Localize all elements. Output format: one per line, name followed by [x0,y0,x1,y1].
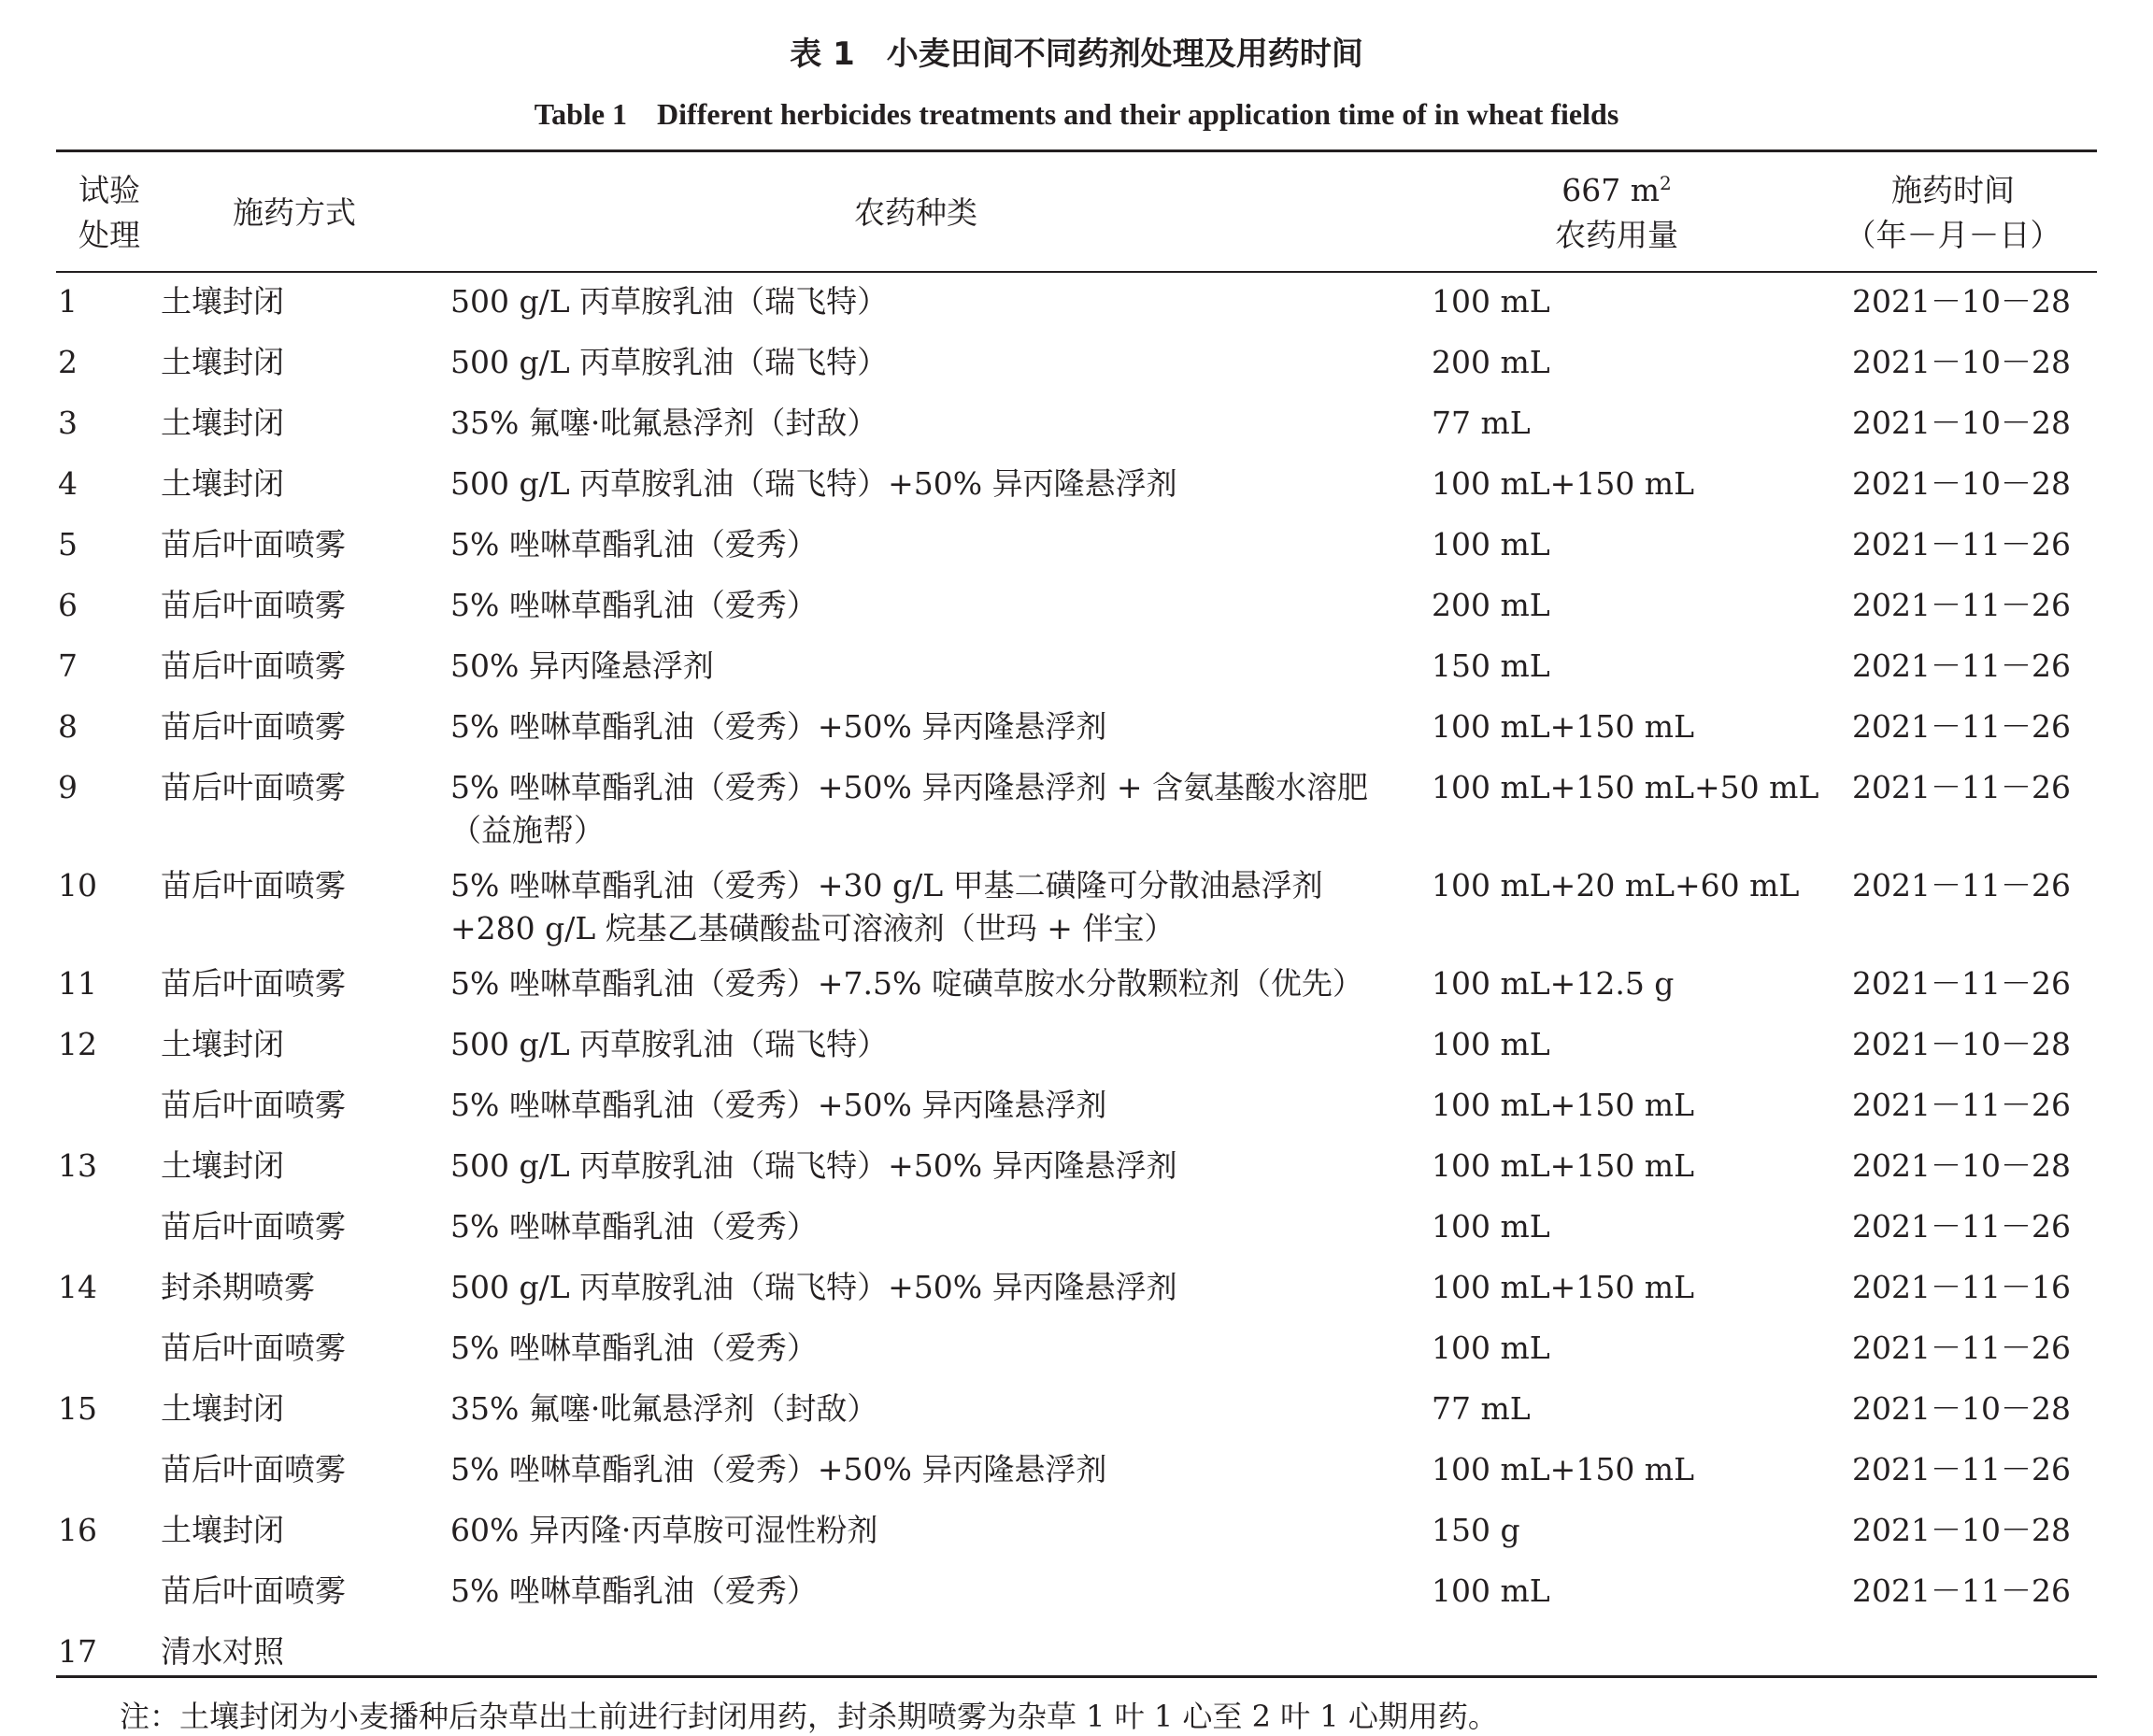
cell-treatment-id: 1 [58,283,78,320]
table-row [0,1205,2153,1266]
cell-method: 苗后叶面喷雾 [161,708,346,745]
cell-method: 苗后叶面喷雾 [161,587,346,623]
cell-treatment-id: 17 [58,1633,97,1670]
cell-treatment-id: 14 [58,1269,97,1305]
cell-product: 5% 唑啉草酯乳油（爱秀）+50% 异丙隆悬浮剂 + 含氨基酸水溶肥（益施帮） [450,769,1368,848]
cell-date: 2021－11－26 [1852,1208,2071,1245]
cell-method: 苗后叶面喷雾 [161,965,346,1002]
cell-method: 土壤封闭 [161,1390,284,1427]
header-date-line2: （年－月－日） [1845,217,2061,253]
table-row [0,1509,2153,1570]
cell-date: 2021－11－26 [1852,1451,2071,1487]
cell-product: 5% 唑啉草酯乳油（爱秀） [450,526,818,562]
cell-treatment-id: 8 [58,708,78,745]
cell-treatment-id: 3 [58,405,78,441]
table-row [0,523,2153,584]
table-row [0,1327,2153,1387]
cell-method: 苗后叶面喷雾 [161,1330,346,1366]
cell-date: 2021－10－28 [1852,1147,2071,1184]
cell-date: 2021－11－26 [1852,965,2071,1002]
cell-dose: 100 mL [1432,283,1550,320]
table-row [0,864,2153,962]
cell-treatment-id: 16 [58,1512,97,1548]
header-date-line1: 施药时间 [1891,172,2015,208]
cell-treatment-id: 4 [58,465,78,502]
cell-dose: 100 mL+12.5 g [1432,965,1675,1002]
table-footnote: 注：土壤封闭为小麦播种后杂草出土前进行封闭用药，封杀期喷雾为杂草 1 叶 1 心至 2 叶 1 心期用药。 [120,1699,1498,1734]
cell-dose: 100 mL+150 mL [1432,1451,1695,1487]
table-row [0,705,2153,766]
cell-treatment-id: 10 [58,867,97,904]
cell-dose: 200 mL [1432,344,1550,380]
cell-dose: 100 mL [1432,526,1550,562]
header-dose-line2: 农药用量 [1555,217,1678,253]
table-row [0,462,2153,523]
cell-product: 5% 唑啉草酯乳油（爱秀）+30 g/L 甲基二磺隆可分散油悬浮剂 +280 g/L 烷基乙基磺酸盐可溶液剂（世玛 + 伴宝） [450,867,1323,946]
table-top-rule [56,149,2097,152]
cell-dose: 100 mL [1432,1572,1550,1609]
cell-product: 500 g/L 丙草胺乳油（瑞飞特） [450,344,889,380]
cell-date: 2021－11－26 [1852,587,2071,623]
cell-date: 2021－10－28 [1852,283,2071,320]
cell-method: 苗后叶面喷雾 [161,867,346,904]
cell-dose: 100 mL+150 mL [1432,1087,1695,1123]
cell-product: 50% 异丙隆悬浮剂 [450,647,714,684]
cell-date: 2021－10－28 [1852,465,2071,502]
cell-treatment-id: 13 [58,1147,97,1184]
cell-treatment-id: 2 [58,344,78,380]
cell-product: 5% 唑啉草酯乳油（爱秀）+50% 异丙隆悬浮剂 [450,708,1107,745]
cell-treatment-id: 15 [58,1390,97,1427]
cell-treatment-id: 7 [58,647,78,684]
cell-method: 封杀期喷雾 [161,1269,315,1305]
cell-date: 2021－10－28 [1852,1512,2071,1548]
cell-product: 5% 唑啉草酯乳油（爱秀） [450,1572,818,1609]
table-row [0,962,2153,1023]
cell-date: 2021－11－26 [1852,1572,2071,1609]
cell-product: 500 g/L 丙草胺乳油（瑞飞特）+50% 异丙隆悬浮剂 [450,1269,1177,1305]
cell-date: 2021－10－28 [1852,405,2071,441]
table-row [0,1023,2153,1084]
cell-method: 苗后叶面喷雾 [161,1087,346,1123]
header-treatment [58,168,161,258]
cell-method: 苗后叶面喷雾 [161,647,346,684]
cell-product: 5% 唑啉草酯乳油（爱秀） [450,587,818,623]
header-method: 施药方式 [233,194,356,231]
cell-date: 2021－10－28 [1852,1390,2071,1427]
cell-product: 500 g/L 丙草胺乳油（瑞飞特）+50% 异丙隆悬浮剂 [450,1147,1177,1184]
cell-product: 5% 唑啉草酯乳油（爱秀）+7.5% 啶磺草胺水分散颗粒剂（优先） [450,965,1363,1002]
cell-method: 苗后叶面喷雾 [161,1451,346,1487]
cell-treatment-id: 11 [58,965,97,1002]
header-dose-area-exponent: 2 [1660,172,1672,194]
cell-method: 土壤封闭 [161,344,284,380]
table-row [0,1266,2153,1327]
cell-product: 60% 异丙隆·丙草胺可湿性粉剂 [450,1512,878,1548]
cell-date: 2021－11－26 [1852,867,2071,904]
cell-product: 35% 氟噻·吡氟悬浮剂（封敌） [450,405,878,441]
cell-date: 2021－11－26 [1852,769,2071,805]
header-product: 农药种类 [854,194,977,231]
cell-method: 土壤封闭 [161,1026,284,1062]
table-row [0,280,2153,341]
table-title-english: Table 1 Different herbicides treatments and their application time of in wheat fields [534,97,1619,131]
table-row [0,766,2153,864]
cell-method: 土壤封闭 [161,283,284,320]
cell-method: 苗后叶面喷雾 [161,769,346,805]
table-row [0,584,2153,645]
table-row [0,1570,2153,1630]
cell-method: 土壤封闭 [161,1147,284,1184]
header-treatment-line2: 处理 [78,217,140,253]
table-row [0,1387,2153,1448]
table-row [0,402,2153,462]
table-row [0,341,2153,402]
cell-treatment-id: 5 [58,526,78,562]
cell-dose: 100 mL+150 mL+50 mL [1432,769,1819,805]
cell-method: 土壤封闭 [161,405,284,441]
cell-product: 500 g/L 丙草胺乳油（瑞飞特） [450,1026,889,1062]
cell-date: 2021－10－28 [1852,1026,2071,1062]
table-row [0,1630,2153,1691]
cell-dose: 100 mL+150 mL [1432,465,1695,502]
cell-method: 清水对照 [161,1633,284,1670]
cell-date: 2021－11－26 [1852,1087,2071,1123]
cell-treatment-id: 6 [58,587,78,623]
cell-product: 500 g/L 丙草胺乳油（瑞飞特） [450,283,889,320]
table-title-chinese: 表 1 小麦田间不同药剂处理及用药时间 [790,36,1363,73]
table-row [0,1448,2153,1509]
header-treatment-line1: 试验 [78,172,140,208]
cell-method: 苗后叶面喷雾 [161,526,346,562]
cell-dose: 150 mL [1432,647,1550,684]
cell-dose: 77 mL [1432,1390,1531,1427]
cell-product: 5% 唑啉草酯乳油（爱秀） [450,1330,818,1366]
cell-dose: 100 mL [1432,1208,1550,1245]
table-bottom-rule [56,1675,2097,1678]
table-row [0,1145,2153,1205]
cell-dose: 100 mL+20 mL+60 mL [1432,867,1800,904]
header-dose-line1 [1430,168,1804,213]
cell-date: 2021－11－26 [1852,526,2071,562]
cell-dose: 100 mL+150 mL [1432,1147,1695,1184]
cell-dose: 100 mL [1432,1330,1550,1366]
cell-dose: 100 mL+150 mL [1432,1269,1695,1305]
cell-method: 土壤封闭 [161,465,284,502]
cell-date: 2021－11－26 [1852,708,2071,745]
header-dose [1430,168,1804,258]
cell-dose: 77 mL [1432,405,1531,441]
cell-product: 5% 唑啉草酯乳油（爱秀） [450,1208,818,1245]
cell-method: 苗后叶面喷雾 [161,1572,346,1609]
cell-dose: 100 mL+150 mL [1432,708,1695,745]
cell-dose: 100 mL [1432,1026,1550,1062]
cell-product: 5% 唑啉草酯乳油（爱秀）+50% 异丙隆悬浮剂 [450,1451,1107,1487]
table-body [0,280,2153,1691]
cell-product: 500 g/L 丙草胺乳油（瑞飞特）+50% 异丙隆悬浮剂 [450,465,1177,502]
cell-date: 2021－11－26 [1852,647,2071,684]
cell-date: 2021－11－26 [1852,1330,2071,1366]
cell-treatment-id: 9 [58,769,78,805]
cell-dose: 150 g [1432,1512,1520,1548]
cell-product: 5% 唑啉草酯乳油（爱秀）+50% 异丙隆悬浮剂 [450,1087,1107,1123]
cell-method: 苗后叶面喷雾 [161,1208,346,1245]
header-date [1822,168,2084,258]
cell-product: 35% 氟噻·吡氟悬浮剂（封敌） [450,1390,878,1427]
cell-date: 2021－11－16 [1852,1269,2071,1305]
cell-method: 土壤封闭 [161,1512,284,1548]
cell-date: 2021－10－28 [1852,344,2071,380]
table-header-rule [56,271,2097,273]
cell-treatment-id: 12 [58,1026,97,1062]
table-row [0,645,2153,705]
table-row [0,1084,2153,1145]
cell-dose: 200 mL [1432,587,1550,623]
header-dose-area: 667 m [1561,172,1661,208]
